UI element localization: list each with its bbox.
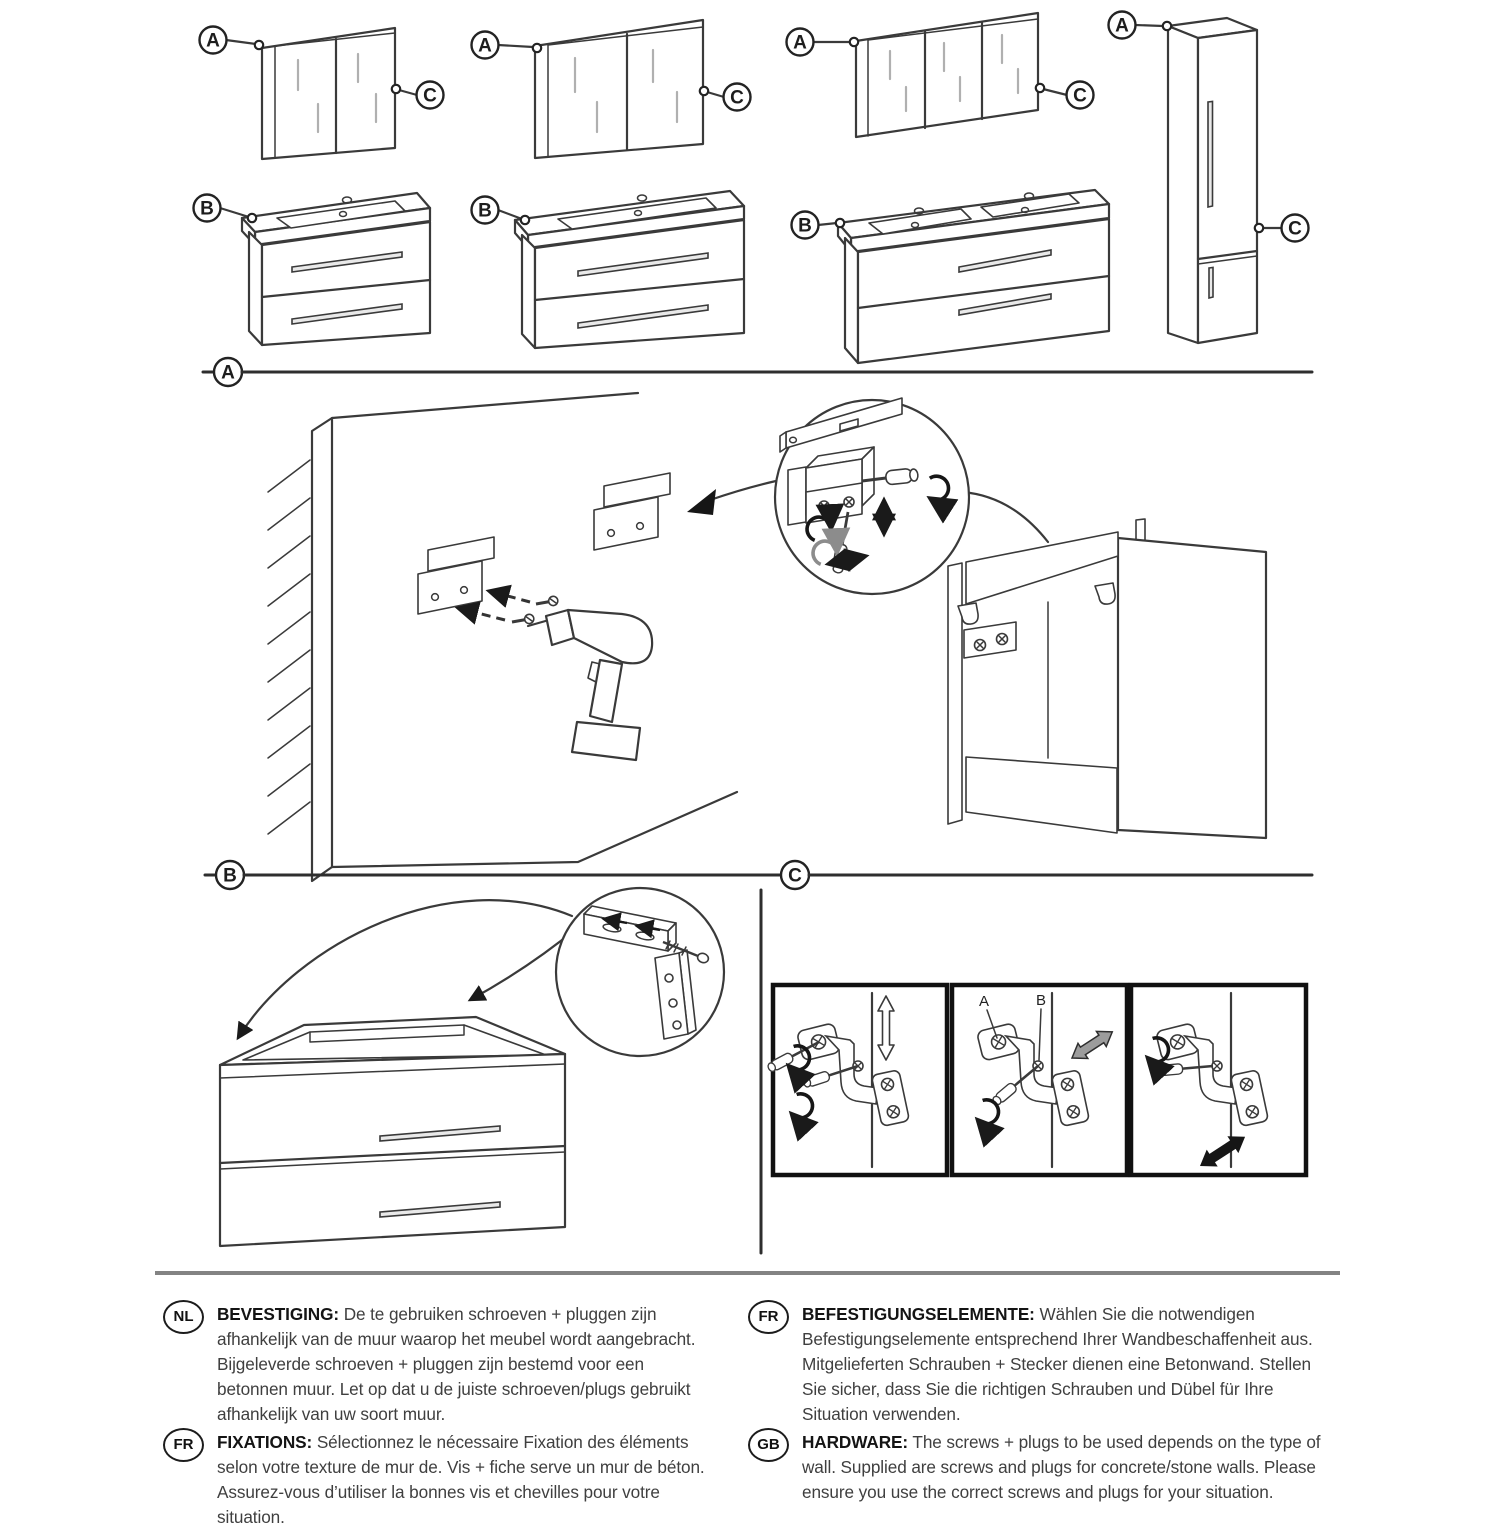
- wall-bracket-1: [418, 537, 494, 614]
- lang-badge-gb: GB: [748, 1428, 789, 1462]
- callout-c-group4: [1255, 215, 1309, 242]
- vanity-unit-small: [242, 193, 430, 345]
- callout-c-group3: [1036, 82, 1094, 109]
- tall-cabinet: [1168, 18, 1257, 343]
- hook-bracket-right: [1095, 583, 1115, 604]
- callout-c-group1: [392, 82, 444, 109]
- callout-b-group1: [194, 195, 257, 223]
- lang-badge-fr: FR: [163, 1428, 204, 1462]
- hinge-panel-depth: [1131, 985, 1306, 1175]
- callout-c-group2: [700, 84, 751, 111]
- svg-text:B: B: [478, 200, 492, 222]
- bracket-detail-circle: [775, 398, 969, 594]
- section-a-diagram: [268, 393, 1266, 881]
- note-nl-bevestiging: [163, 1300, 711, 1427]
- callout-b-group3: [792, 212, 845, 239]
- svg-text:A: A: [478, 35, 492, 57]
- note-gb-hardware: [748, 1428, 1340, 1505]
- section-c-diagrams: [766, 985, 1306, 1175]
- note-text: BEVESTIGING: De te gebruiken schroeven + pluggen zijn afhankelijk van de muur waarop het meubel wordt aangebracht. Bijgeleverde schroeven + pluggen zijn bestemd voor een betonnen muur. Let op dat u de juiste schroeven/plugs gebruikt afhankelijk van uw soort muur.: [217, 1304, 696, 1424]
- section-b-diagram: [220, 888, 724, 1246]
- svg-text:B: B: [798, 215, 812, 237]
- callout-a-group2: [472, 32, 542, 59]
- vanity-carcass-open-top: [220, 1017, 565, 1246]
- label-c: C: [423, 85, 437, 107]
- mirror-cabinet-2door-small: [262, 28, 395, 159]
- callout-a-group4: [1109, 12, 1172, 39]
- section-b-label: B: [223, 865, 237, 887]
- note-text: BEFESTIGUNGSELEMENTE: Wählen Sie die notwendigen Befestigungselemente entsprechend Ihrer Wandbeschaffenheit aus. Mitgelieferten Schrauben + Stecker dienen eine Betonwand. Stellen Sie sicher, dass Sie die richtigen Schrauben und Dübel für Ihre Situation verwenden.: [802, 1304, 1313, 1424]
- detail-leader-curve: [962, 492, 1048, 542]
- note-de-befestigung: [748, 1300, 1340, 1427]
- callout-a-group1: [200, 27, 264, 54]
- wall: [268, 393, 737, 881]
- note-text: FIXATIONS: Sélectionnez le nécessaire Fixation des éléments selon votre texture de mur de. Vis + fiche serve un mur de béton. Assurez-vous d’utiliser la bonnes vis et chevilles pour votre situation.: [217, 1432, 705, 1527]
- mirror-cabinet-3door: [856, 13, 1038, 137]
- note-text: HARDWARE: The screws + plugs to be used depends on the type of wall. Supplied are screws and plugs for concrete/stone walls. Please ensure you use the correct screws and plugs for your situation.: [802, 1432, 1321, 1502]
- svg-text:C: C: [1073, 85, 1087, 107]
- svg-text:C: C: [1288, 218, 1302, 240]
- drill-icon: [528, 610, 652, 760]
- product-overview-row: [194, 12, 1309, 364]
- section-c-label: C: [788, 865, 802, 887]
- corner-bracket-detail-circle: [556, 888, 724, 1056]
- svg-text:A: A: [793, 32, 807, 54]
- section-a-divider: [203, 358, 1312, 386]
- callout-a-group3: [787, 29, 859, 56]
- callout-b-group2: [472, 197, 530, 225]
- vanity-unit-medium: [515, 191, 744, 348]
- note-fr-fixations: [163, 1428, 711, 1530]
- lang-badge-nl: NL: [163, 1300, 204, 1334]
- hinge-screw-a-label: A: [978, 993, 990, 1010]
- wall-hatching: [268, 460, 310, 834]
- label-a: A: [206, 30, 220, 52]
- wall-bracket-2: [594, 473, 670, 550]
- vanity-unit-double: [838, 190, 1109, 363]
- lang-badge-fr-de: FR: [748, 1300, 789, 1334]
- hinge-panel-height: [766, 985, 947, 1175]
- label-b: B: [200, 198, 214, 220]
- cabinet-back-view: [948, 519, 1266, 838]
- svg-text:A: A: [1115, 15, 1129, 37]
- footer-divider: [155, 1271, 1340, 1275]
- pointer-arrow-to-brackets: [687, 481, 776, 515]
- mirror-cabinet-2door-medium: [535, 20, 703, 158]
- hinge-screw-b-label: B: [1035, 992, 1047, 1009]
- svg-text:C: C: [730, 87, 744, 109]
- section-a-label: A: [221, 362, 235, 384]
- hinge-panel-side: [952, 985, 1127, 1175]
